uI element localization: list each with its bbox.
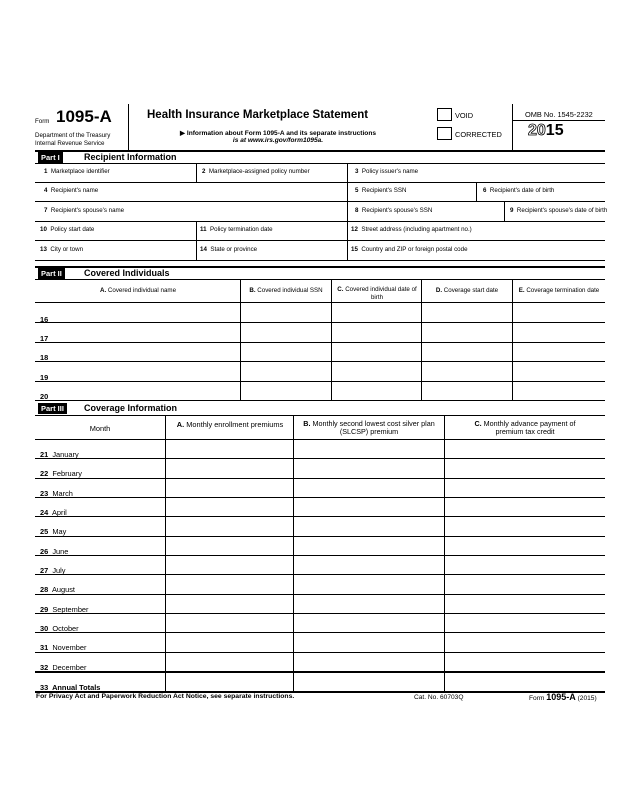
p3-row-january: 21 January: [40, 450, 79, 459]
p3-row29-bottom: [35, 613, 605, 614]
p2-div3: [421, 280, 422, 401]
p3-row-august: 28 August: [40, 585, 75, 594]
p3-row-june: 26 June: [40, 547, 69, 556]
p2-row19-bottom: [35, 381, 605, 382]
corrected-label: CORRECTED: [455, 130, 502, 139]
tax-year-outline: 20: [528, 122, 546, 139]
p2-div4: [512, 280, 513, 401]
p2-row-17: 17: [40, 334, 49, 343]
p3-row-december: 32 December: [40, 663, 87, 672]
p3-row-april: 24 April: [40, 508, 67, 517]
void-label: VOID: [455, 111, 474, 120]
form-number: 1095-A: [56, 107, 112, 126]
footer-cat-number: Cat. No. 60703Q: [414, 694, 464, 701]
tax-year: [528, 122, 564, 140]
form-prefix: Form: [35, 118, 50, 125]
footer-privacy-notice: For Privacy Act and Paperwork Reduction Act Notice, see separate instructions.: [36, 693, 295, 700]
field-9-label: 9 Recipient's spouse's date of birth: [510, 207, 608, 214]
p2-col-d-header: D. Coverage start date: [435, 287, 499, 294]
p3-row-november: 31 November: [40, 643, 87, 652]
part1-title: Recipient Information: [84, 152, 177, 162]
p3-row32-bottom: [35, 671, 605, 673]
p3-row31-bottom: [35, 652, 605, 653]
p2-div1: [240, 280, 241, 401]
field-13-label: 13 City or town: [40, 246, 84, 253]
field-8-label: 8 Recipient's spouse's SSN: [355, 207, 433, 214]
p3-row22-bottom: [35, 478, 605, 479]
field-11-label: 11 Policy termination date: [200, 226, 273, 233]
p3-row-annual-totals: 33 Annual Totals: [40, 683, 101, 692]
field-6-label: 6 Recipient's date of birth: [483, 187, 555, 194]
p3-row25-bottom: [35, 536, 605, 537]
p3-row-may: 25 May: [40, 527, 67, 536]
p3-row23-bottom: [35, 497, 605, 498]
p1-r3-bottom: [35, 221, 605, 222]
p1-r5-div1: [196, 241, 197, 260]
p1-r5-bottom: [35, 260, 605, 261]
p1-r2-bottom: [35, 201, 605, 202]
p3-col-b-header: B. Monthly second lowest cost silver plan (SLCSP) premium: [303, 419, 435, 436]
field-3-label: 3 Policy issuer's name: [355, 168, 419, 175]
tax-year-bold: 15: [545, 122, 564, 139]
p3-row27-bottom: [35, 574, 605, 575]
part3-badge: Part III: [38, 403, 67, 414]
p2-div2: [331, 280, 332, 401]
p2-row16-bottom: [35, 322, 605, 323]
p2-row-18: 18: [40, 353, 49, 362]
p3-row-march: 23 March: [40, 489, 73, 498]
p2-row17-bottom: [35, 342, 605, 343]
p2-col-e-header: E. Coverage termination date: [518, 287, 600, 294]
p3-col-a-header: A. Monthly enrollment premiums: [176, 420, 284, 429]
p3-row28-bottom: [35, 594, 605, 595]
omb-number: OMB No. 1545-2232: [525, 110, 593, 119]
dept-line2: Internal Revenue Service: [35, 140, 105, 147]
p3-row21-bottom: [35, 458, 605, 459]
field-5-label: 5 Recipient's SSN: [355, 187, 407, 194]
p2-col-b-header: B. Covered individual SSN: [249, 287, 323, 294]
part3-title: Coverage Information: [84, 403, 178, 413]
p1-r1-div2: [347, 164, 348, 182]
p3-row30-bottom: [35, 632, 605, 633]
part2-title: Covered Individuals: [84, 268, 170, 278]
footer-form-id: Form 1095-A (2015): [529, 692, 597, 702]
p3-row26-bottom: [35, 555, 605, 556]
p3-row-july: 27 July: [40, 566, 66, 575]
p3-row-september: 29 September: [40, 605, 89, 614]
part1-top-rule: [35, 163, 605, 164]
p2-row-16: 16: [40, 315, 49, 324]
info-line1: ▶ Information about Form 1095-A and its separate instructions: [179, 130, 377, 137]
part2-header-top: [35, 279, 605, 280]
part3-header-top: [35, 415, 605, 416]
p3-row-october: 30 October: [40, 624, 79, 633]
field-7-label: 7 Recipient's spouse's name: [44, 207, 125, 214]
p3-row-february: 22 February: [40, 469, 82, 478]
p2-row-19: 19: [40, 373, 49, 382]
header-divider-right: [512, 104, 513, 150]
p1-r3-div2: [504, 202, 505, 221]
p1-r1-bottom: [35, 182, 605, 183]
p3-header-bottom: [35, 439, 605, 440]
p1-r5-div2: [347, 241, 348, 260]
p3-month-header: Month: [89, 424, 111, 433]
p2-col-c-header: C. Covered individual date of birth: [337, 286, 417, 301]
omb-underline: [513, 120, 605, 121]
field-1-label: 1 Marketplace identifier: [44, 168, 110, 175]
field-15-label: 15 Country and ZIP or foreign postal code: [351, 246, 468, 253]
p1-r1-div1: [196, 164, 197, 182]
field-2-label: 2 Marketplace-assigned policy number: [202, 168, 310, 175]
dept-line1: Department of the Treasury: [35, 132, 111, 139]
corrected-checkbox[interactable]: [437, 127, 452, 140]
p2-row20-bottom: [35, 400, 605, 401]
field-10-label: 10 Policy start date: [40, 226, 95, 233]
part2-badge: Part II: [38, 268, 65, 279]
info-line2: is at www.irs.gov/form1095a.: [232, 137, 324, 144]
p1-r4-bottom: [35, 240, 605, 241]
p1-r2-div1: [347, 183, 348, 201]
p2-col-a-header: A. Covered individual name: [99, 287, 177, 294]
p1-r3-div1: [347, 202, 348, 221]
p3-row24-bottom: [35, 516, 605, 517]
p3-col-c-header: C. Monthly advance payment of premium tax credit: [474, 419, 576, 436]
field-4-label: 4 Recipient's name: [44, 187, 99, 194]
form-title: Health Insurance Marketplace Statement: [147, 109, 369, 121]
field-12-label: 12 Street address (including apartment no.): [351, 226, 472, 233]
p1-r2-div2: [476, 183, 477, 201]
p2-header-bottom: [35, 302, 605, 303]
field-14-label: 14 State or province: [200, 246, 258, 253]
p1-r4-div2: [347, 222, 348, 240]
part1-badge: Part I: [38, 152, 63, 163]
p2-row-20: 20: [40, 392, 49, 401]
p2-row18-bottom: [35, 361, 605, 362]
p1-r4-div1: [196, 222, 197, 240]
header-divider-left: [128, 104, 129, 150]
void-checkbox[interactable]: [437, 108, 452, 121]
